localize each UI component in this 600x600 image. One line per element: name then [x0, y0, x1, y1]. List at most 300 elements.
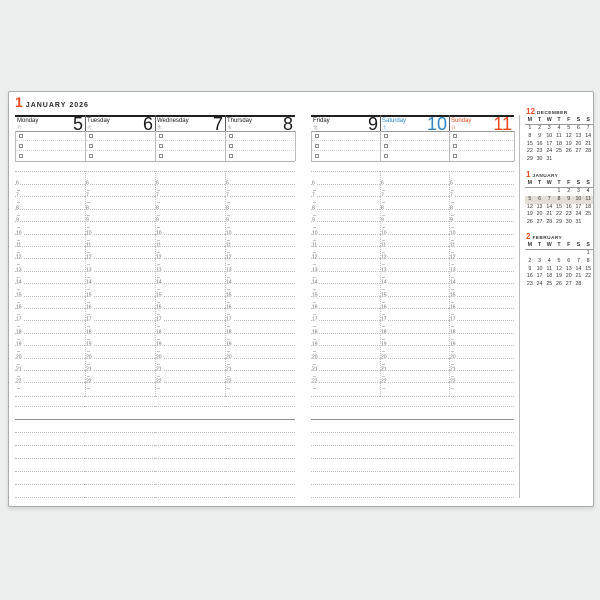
todo-row: [86, 131, 154, 141]
notes-dotted-line: [449, 445, 514, 446]
todo-row: [16, 131, 84, 141]
hour-label: 15: [450, 291, 456, 298]
hour-label: 8: [450, 205, 453, 212]
mini-week-row-current: [525, 196, 593, 204]
half-hour-tick: [313, 364, 315, 365]
mini-day-cell: 3: [538, 257, 542, 264]
mini-week-row: [525, 148, 593, 156]
todo-checkbox: [384, 144, 388, 148]
notes-dotted-line: [380, 497, 449, 498]
half-hour-tick: [227, 314, 229, 315]
half-hour-tick: [227, 364, 229, 365]
hour-label: 8: [156, 205, 159, 212]
mini-day-cell: 4: [547, 257, 551, 264]
todo-checkbox: [315, 144, 319, 148]
hour-label: 6: [450, 180, 453, 187]
half-hour-tick: [17, 351, 19, 352]
hour-label: 19: [312, 341, 318, 348]
mini-weekday-label: S: [586, 117, 590, 123]
mini-day-cell: 17: [536, 273, 543, 280]
hour-line: [15, 192, 85, 199]
mini-day-cell: 26: [526, 219, 533, 226]
half-hour-tick: [382, 302, 384, 303]
mini-day-cell: 27: [536, 219, 543, 226]
hour-label: 14: [156, 279, 162, 286]
hour-line: [449, 296, 514, 297]
hour-line: [449, 358, 514, 359]
mini-weekday-header: [525, 117, 593, 125]
notes-dotted-line: [15, 445, 85, 446]
hour-line: [449, 246, 514, 247]
hour-label: 18: [381, 329, 387, 336]
hour-line: [155, 296, 225, 297]
mini-week-row: [525, 273, 593, 281]
hour-line: [155, 345, 225, 346]
hour-label: 21: [450, 366, 456, 373]
hour-line: [380, 308, 449, 309]
hour-line: [155, 246, 225, 247]
hour-label: 14: [86, 279, 92, 286]
mini-day-cell: [535, 188, 545, 196]
half-hour-tick: [17, 364, 19, 365]
todo-row: [156, 131, 224, 141]
checkbox-area-top-border: [311, 131, 514, 132]
half-hour-tick: [313, 227, 315, 228]
todo-row: [450, 151, 513, 161]
half-hour-tick: [227, 302, 229, 303]
todo-row: [156, 151, 224, 161]
mini-day-cell: 8: [557, 195, 561, 202]
hour-label: 11: [16, 242, 22, 249]
mini-day-cell: 26: [556, 281, 562, 288]
hour-line: [311, 246, 380, 247]
half-hour-tick: [87, 314, 89, 315]
grid-column-divider: [225, 171, 226, 396]
notes-dotted-line: [85, 406, 155, 407]
hour-label: 7: [450, 192, 453, 199]
hour-line: [15, 209, 85, 210]
hour-line: [15, 370, 85, 371]
day-date: 8: [282, 114, 293, 134]
mini-weekday-label: T: [557, 180, 561, 186]
mini-weekday-label: F: [567, 117, 571, 123]
hour-line: [15, 221, 85, 222]
mini-month-number: 12: [526, 107, 535, 116]
day-header-divider: [225, 115, 226, 131]
hour-label: 8: [16, 205, 19, 212]
half-hour-tick: [451, 326, 453, 327]
hour-label: 7: [16, 192, 19, 199]
half-hour-tick: [87, 277, 89, 278]
half-hour-tick: [157, 277, 159, 278]
grid-top-line: [155, 171, 225, 172]
hour-line: [449, 192, 514, 199]
grid-bottom-line: [449, 396, 514, 397]
hour-label: 8: [86, 205, 89, 212]
hour-line: [225, 358, 295, 359]
notes-dotted-line: [449, 484, 514, 485]
grid-bottom-line: [225, 396, 295, 397]
notes-dotted-line: [85, 471, 155, 472]
half-hour-tick: [382, 190, 384, 191]
mini-day-cell: 29: [556, 219, 562, 226]
todo-row: [16, 151, 84, 161]
notes-dotted-line: [225, 497, 295, 498]
notes-dotted-line: [85, 497, 155, 498]
hour-label: 12: [86, 254, 92, 261]
half-hour-tick: [17, 376, 19, 377]
mini-day-cell: 27: [575, 148, 582, 155]
mini-day-cell: 27: [565, 281, 572, 288]
hour-label: 14: [226, 279, 232, 286]
hour-line: [155, 333, 225, 334]
hour-label: 6: [156, 180, 159, 187]
checkbox-column-divider: [85, 131, 86, 161]
mini-day-cell: 23: [526, 281, 533, 288]
checkbox-area-left-border: [311, 131, 312, 161]
hour-label: 20: [86, 353, 92, 360]
half-hour-tick: [313, 277, 315, 278]
half-hour-tick: [382, 252, 384, 253]
mini-day-cell: 19: [526, 211, 533, 218]
mini-day-cell: 10: [546, 132, 553, 139]
day-header-divider: [155, 115, 156, 131]
todo-checkbox: [159, 154, 163, 158]
checkbox-area-bottom-border: [15, 161, 295, 162]
notes-dotted-line: [449, 458, 514, 459]
mini-day-cell: 13: [536, 203, 543, 210]
half-hour-tick: [451, 277, 453, 278]
hour-label: 15: [312, 291, 318, 298]
hour-label: 7: [156, 192, 159, 199]
notes-dotted-line: [380, 484, 449, 485]
todo-row: [226, 151, 294, 161]
hour-line: [380, 370, 449, 371]
mini-weekday-label: S: [586, 180, 590, 186]
half-hour-tick: [227, 326, 229, 327]
hour-label: 11: [312, 242, 318, 249]
hour-label: 6: [86, 180, 89, 187]
mini-week-row: [525, 211, 593, 219]
hour-label: 17: [381, 316, 387, 323]
mini-day-cell: 10: [575, 195, 582, 202]
day-name: Saturday: [382, 118, 407, 124]
notes-divider-line: [15, 419, 295, 420]
todo-row: [16, 141, 84, 151]
hour-label: 17: [450, 316, 456, 323]
hour-line: [85, 271, 155, 272]
notes-dotted-line: [380, 406, 449, 407]
mini-day-cell: 10: [536, 265, 543, 272]
half-hour-tick: [17, 264, 19, 265]
half-hour-tick: [227, 190, 229, 191]
hour-line: [380, 358, 449, 359]
grid-bottom-line: [85, 396, 155, 397]
hour-label: 18: [226, 329, 232, 336]
notes-dotted-line: [311, 458, 380, 459]
notes-dotted-line: [15, 458, 85, 459]
todo-checkbox: [229, 154, 233, 158]
mini-calendar-title: [525, 108, 593, 117]
mini-day-cell: 2: [538, 125, 542, 131]
notes-dotted-line: [380, 471, 449, 472]
hour-line: [15, 358, 85, 359]
hour-label: 13: [226, 267, 232, 274]
mini-day-cell: 6: [538, 195, 542, 202]
hour-line: [380, 271, 449, 272]
half-hour-tick: [313, 252, 315, 253]
hour-label: 22: [16, 378, 22, 385]
hour-label: 12: [16, 254, 22, 261]
mini-day-cell: 11: [585, 195, 591, 202]
half-hour-tick: [87, 190, 89, 191]
half-hour-tick: [451, 339, 453, 340]
hour-label: 9: [156, 217, 159, 224]
checkbox-column-divider: [449, 131, 450, 161]
hour-line: [155, 184, 225, 185]
todo-row: [156, 141, 224, 151]
mini-day-cell: 19: [556, 273, 562, 280]
hour-label: 17: [226, 316, 232, 323]
half-hour-tick: [227, 202, 229, 203]
hour-line: [225, 283, 295, 284]
half-hour-tick: [451, 190, 453, 191]
half-hour-tick: [451, 351, 453, 352]
month-name: JANUARY: [25, 102, 67, 109]
hour-label: 17: [312, 316, 318, 323]
checkbox-area-bottom-border: [311, 161, 514, 162]
day-header-tuesday: [85, 114, 155, 134]
notes-dotted-line: [85, 445, 155, 446]
notes-dotted-line: [85, 458, 155, 459]
todo-checkbox: [384, 134, 388, 138]
half-hour-tick: [17, 202, 19, 203]
todo-checkbox: [89, 154, 93, 158]
hour-line: [155, 370, 225, 371]
notes-dotted-line: [380, 445, 449, 446]
mini-day-cell: 9: [538, 132, 542, 139]
hour-line: [311, 271, 380, 272]
half-hour-tick: [227, 264, 229, 265]
mini-weekday-label: T: [537, 117, 542, 123]
hour-label: 12: [450, 254, 456, 261]
mini-day-cell: 31: [575, 219, 582, 226]
mini-day-cell: 13: [565, 265, 572, 272]
half-hour-tick: [313, 388, 315, 389]
day-kanji: 日: [451, 125, 456, 130]
hour-label: 11: [86, 242, 92, 249]
mini-day-cell: 7: [576, 257, 580, 264]
half-hour-tick: [382, 326, 384, 327]
half-hour-tick: [87, 351, 89, 352]
grid-bottom-line: [311, 396, 380, 397]
hour-label: 17: [86, 316, 92, 323]
half-hour-tick: [17, 314, 19, 315]
hour-label: 20: [450, 353, 456, 360]
hour-line: [85, 283, 155, 284]
grid-bottom-line: [380, 396, 449, 397]
grid-bottom-line: [155, 396, 225, 397]
hour-label: 10: [226, 229, 232, 236]
hour-label: 16: [86, 304, 92, 311]
mini-day-cell: 15: [526, 140, 533, 147]
grid-top-line: [225, 171, 295, 172]
todo-checkbox: [89, 134, 93, 138]
hour-label: 8: [312, 205, 315, 212]
hour-label: 19: [16, 341, 22, 348]
mini-day-cell: 7: [547, 195, 551, 202]
hour-label: 19: [226, 341, 232, 348]
half-hour-tick: [87, 240, 89, 241]
todo-row: [86, 141, 154, 151]
hour-label: 10: [86, 229, 92, 236]
hour-label: 20: [381, 353, 387, 360]
day-date: 6: [142, 114, 153, 134]
notes-dotted-line: [311, 471, 380, 472]
half-hour-tick: [157, 252, 159, 253]
half-hour-tick: [157, 326, 159, 327]
mini-day-cell: 8: [528, 132, 532, 139]
grid-top-line: [449, 171, 514, 172]
hour-label: 10: [450, 229, 456, 236]
half-hour-tick: [17, 302, 19, 303]
hour-line: [225, 234, 295, 235]
half-hour-tick: [451, 289, 453, 290]
mini-week-row: [525, 156, 593, 164]
hour-label: 13: [156, 267, 162, 274]
hour-label: 6: [226, 180, 229, 187]
hour-label: 18: [450, 329, 456, 336]
notes-dotted-line: [155, 471, 225, 472]
notes-dotted-line: [155, 497, 225, 498]
mini-calendar-title: [525, 233, 593, 242]
mini-day-cell: 2: [567, 188, 571, 194]
todo-checkbox: [384, 154, 388, 158]
hour-line: [15, 345, 85, 346]
hour-label: 13: [450, 267, 456, 274]
day-header-wednesday: [155, 114, 225, 134]
notes-dotted-line: [155, 406, 225, 407]
hour-label: 13: [86, 267, 92, 274]
todo-row: [312, 151, 379, 161]
todo-row: [312, 141, 379, 151]
mini-day-cell: [554, 156, 564, 164]
hour-line: [155, 221, 225, 222]
day-header-sunday: [449, 114, 514, 134]
day-name: Tuesday: [87, 118, 110, 124]
notes-dotted-line: [155, 458, 225, 459]
hour-line: [449, 271, 514, 272]
hour-line: [311, 345, 380, 346]
hour-line: [15, 271, 85, 272]
mini-week-row: [525, 125, 593, 133]
hour-label: 21: [312, 366, 318, 373]
mini-weekday-label: W: [546, 242, 552, 248]
mini-day-cell: [525, 188, 535, 196]
half-hour-tick: [313, 240, 315, 241]
mini-day-cell: 23: [565, 211, 572, 218]
half-hour-tick: [382, 264, 384, 265]
hour-line: [85, 234, 155, 235]
mini-day-cell: 17: [575, 203, 582, 210]
hour-line: [311, 333, 380, 334]
hour-label: 9: [312, 217, 315, 224]
hour-line: [311, 184, 380, 185]
half-hour-tick: [157, 339, 159, 340]
hour-line: [380, 221, 449, 222]
todo-row: [86, 151, 154, 161]
half-hour-tick: [451, 264, 453, 265]
hour-label: 7: [312, 192, 315, 199]
day-header-friday: [311, 114, 380, 134]
mini-day-cell: 6: [567, 257, 571, 264]
hour-line: [225, 209, 295, 210]
mini-day-cell: 21: [575, 273, 582, 280]
half-hour-tick: [87, 326, 89, 327]
mini-day-cell: 29: [526, 156, 533, 163]
todo-checkbox: [315, 154, 319, 158]
notes-dotted-line: [449, 432, 514, 433]
todo-row: [450, 141, 513, 151]
day-date: 10: [426, 114, 447, 134]
hour-label: 9: [381, 217, 384, 224]
hour-label: 7: [86, 192, 89, 199]
half-hour-tick: [227, 376, 229, 377]
hour-label: 22: [381, 378, 387, 385]
hour-label: 14: [16, 279, 22, 286]
hour-line: [225, 184, 295, 185]
half-hour-tick: [87, 364, 89, 365]
half-hour-tick: [227, 277, 229, 278]
half-hour-tick: [157, 240, 159, 241]
hour-label: 9: [86, 217, 89, 224]
half-hour-tick: [451, 314, 453, 315]
checkbox-column-divider: [155, 131, 156, 161]
day-name: Monday: [17, 118, 39, 124]
half-hour-tick: [313, 264, 315, 265]
grid-column-divider: [380, 171, 381, 396]
half-hour-tick: [157, 264, 159, 265]
day-header-thursday: [225, 114, 295, 134]
notes-dotted-line: [311, 445, 380, 446]
hour-line: [225, 192, 295, 199]
hour-label: 21: [156, 366, 162, 373]
hour-label: 10: [381, 229, 387, 236]
half-hour-tick: [382, 240, 384, 241]
mini-day-cell: 30: [565, 219, 572, 226]
half-hour-tick: [157, 314, 159, 315]
month-number: 1: [15, 94, 23, 110]
notes-dotted-line: [449, 406, 514, 407]
half-hour-tick: [227, 388, 229, 389]
half-hour-tick: [87, 252, 89, 253]
day-kanji: 水: [157, 125, 162, 130]
day-kanji: 火: [87, 125, 92, 130]
half-hour-tick: [451, 215, 453, 216]
mini-weekday-label: W: [546, 117, 552, 123]
half-hour-tick: [313, 190, 315, 191]
day-kanji: 金: [313, 125, 318, 130]
half-hour-tick: [451, 364, 453, 365]
checkbox-area-right-border: [295, 131, 296, 161]
mini-day-cell: 1: [528, 125, 532, 131]
mini-day-cell: [574, 250, 584, 258]
hour-label: 15: [156, 291, 162, 298]
hour-line: [85, 345, 155, 346]
hour-label: 20: [226, 353, 232, 360]
mini-weekday-label: M: [527, 117, 533, 123]
todo-row: [226, 131, 294, 141]
